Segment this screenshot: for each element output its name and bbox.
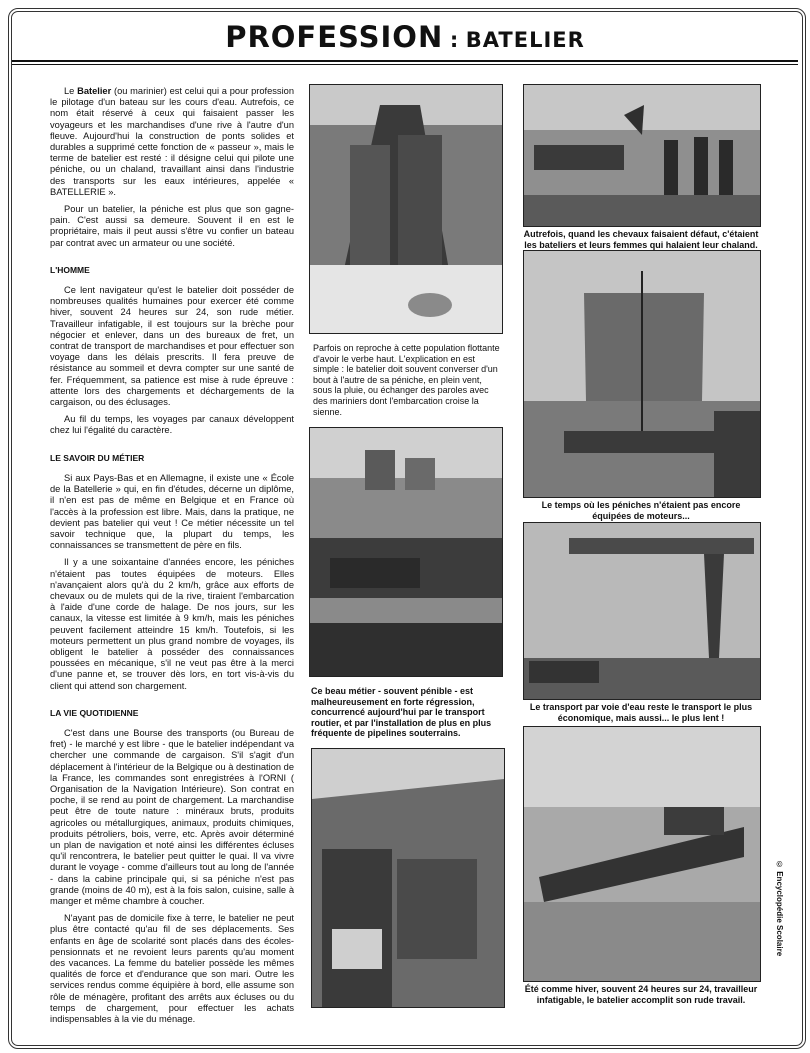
- copyright-notice: © Encyclopédie Scolaire: [775, 860, 784, 957]
- page-title: [12, 20, 798, 54]
- vie-paragraph-1: C'est dans une Bourse des transports (ou Bureau de fret) - le marché y est libre - que le batelier indépendant va chercher une commande de cargaison. S'il s'agit d'un déplacement à l'intérieur de la Belgique ou à destination de la France, les commandes sont enregistrées à l'ORNI ( Organisation de la Navigation Intérieure). Son contrat en poche, il se rend au point de chargement. La marchandise peut être de toute nature : minérauх bruts, produits agricoles ou métallurgiques, animaux, produits chimiques, produits pétroliers, bois, verre, etc. Après avoir déterminé un plan de navigation et noté ainsi les différentes écluses qu'il rencontrera, le batelier peut quitter le quai. Il va vivre durant le voyage - comme d'ailleurs tout au long de l'année - dans la cabine principale qui, si sa péniche n'est pas grande (moins de 40 m), est à la fois salon, cuisine, salle à manger et même chambre à coucher.: [50, 727, 294, 906]
- photo-crane-loading: [523, 522, 761, 700]
- section-heading-savoir: LE SAVOIR DU MÉTIER: [50, 452, 145, 463]
- title-rule-top: [12, 60, 798, 62]
- title-main: PROFESSION: [225, 20, 444, 54]
- caption-flottante: Parfois on reproche à cette population flottante d'avoir le verbe haut. L'explication en est simple : le batelier doit souvent converser d'un bout à l'autre de sa péniche, en plein vent, sous la pluie, ou échanger des paroles avec des mariniers dont l'embarcation croise la sienne.: [313, 343, 500, 417]
- photo-towing-by-hand: [523, 84, 761, 227]
- savoir-paragraph-1: Si aux Pays-Bas et en Allemagne, il existe une « École de la Batellerie » qui, en fin d'études, décerne un diplôme, il n'en est pas de même en Belgique et en France où l'accès à la profession est libre. Mais, dans la pratique, ne devient pas batelier qui veut ! Ce métier nécessite un tel savoir technique que, la plupart du temps, les connaissances se transmettent de père en fils.: [50, 472, 294, 551]
- photo-barges-in-lock: [311, 748, 505, 1008]
- title-rule-bottom: [12, 64, 798, 65]
- savoir-paragraph-2: Il y a une soixantaine d'années encore, les péniches n'étaient pas toutes équipées de moteurs. Elles n'avançaient alors qu'à du 2 km/h, grâce aux efforts de chevaux ou de mulets qui de la rive, tiraient l'embarcation à l'aide d'une corde de halage. De nos jours, sur les canaux, la vitesse est limitée à 9 km/h, mais les péniches peuvent facilement atteindre 15 km/h. Toutefois, si les moteurs permettent un plus grand nombre de voyages, ils obligent le batelier à posséder des connaissances poussées en mécanique, s'il ne veut pas être à la merci d'une panne et, se trouver dès lors, en tort vis-à-vis du client qui attend son chargement.: [50, 557, 294, 691]
- caption-hiver: Été comme hiver, souvent 24 heures sur 24, travailleur infatigable, le batelier accomplit son rude travail.: [524, 984, 758, 1005]
- photo-winter-barge: [523, 726, 761, 982]
- section-heading-vie: LA VIE QUOTIDIENNE: [50, 707, 139, 718]
- section-heading-homme: L'HOMME: [50, 264, 90, 275]
- homme-paragraph-1: Ce lent navigateur qu'est le batelier doit posséder de nombreuses qualités humaines pour exercer été comme hiver, souvent 24 heures sur 24, son rude métier. Travailleur infatigable, il est toujours sur la brèche pour négocier et enlever, dans un des bureaux de fret, un contrat de transport de marchandises et pour effectuer son voyage dans les délais prescrits. Il fera preuve de résistance au sommeil et devra compter sur une santé de fer. Fréquemment, sa patience est mise à rude épreuve : attente lors des chargements et déchargements de la cargaison, ou des éclusages.: [50, 285, 294, 408]
- intro-paragraph-2: Pour un batelier, la péniche est plus que son gagne-pain. C'est aussi sa demeure. Souvent il en est le propriétaire, mais il peut aussi s'être vu confier un bateau par contrat avec un armateur ou une société.: [50, 204, 294, 248]
- title-separator: :: [449, 28, 460, 52]
- photo-barges-frozen-canal: [309, 84, 503, 334]
- homme-paragraph-2: Au fil du temps, les voyages par canaux développent chez lui l'égalité du caractère.: [50, 414, 294, 436]
- title-sub: BATELIER: [465, 28, 585, 52]
- keyword-batelier: Batelier: [77, 86, 112, 96]
- intro-paragraph-1: Le Batelier (ou marinier) est celui qui a pour profession le pilotage d'un bateau sur les cours d'eau. Autrefois, ce nom était réservé à ceux qui faisaient passer les voyageurs et les marchandises d'une rive à l'autre d'un fleuve. Aujourd'hui la construction de ponts solides et durables a supprimé cette fonction de « passeur », mais le terme de batelier est resté : il désigne celui qui pilote une péniche, ou un chaland, travaillant ainsi dans l'industrie des transports sur les eaux intérieures, appelée « BATELLERIE ».: [50, 86, 294, 197]
- caption-voile: Le temps où les péniches n'étaient pas encore équipées de moteurs...: [541, 500, 741, 521]
- caption-chevaux: Autrefois, quand les chevaux faisaient défaut, c'étaient les bateliers et leurs femmes qui halaient leur chaland.: [523, 229, 759, 250]
- text-column: [50, 86, 294, 1031]
- photo-barges-at-quay: [309, 427, 503, 677]
- caption-metier: Ce beau métier - souvent pénible - est malheureusement en forte régression, concurrencé aujourd'hui par le transport routier, et par l'installation de plus en plus fréquente de pipelines souterrains.: [311, 686, 492, 739]
- photo-sailing-barge: [523, 250, 761, 498]
- vie-paragraph-2: N'ayant pas de domicile fixe à terre, le batelier ne peut plus être contacté qu'au fil de ses déplacements. Ses enfants en âge de scolarité sont placés dans des écoles-pensionnats et ne revoient leurs parents qu'au moment des vacances. La femme du batelier possède les mêmes qualités de force et d'endurance que son mari. Outre les services rendus comme équipière à bord, elle assume son rôle de ménagère, profitant des arrêts aux écluses ou du temps de chargement, pour effectuer les achats indispensables à la vie du ménage.: [50, 913, 294, 1025]
- caption-transport: Le transport par voie d'eau reste le transport le plus économique, mais aussi... le plus lent !: [529, 702, 753, 723]
